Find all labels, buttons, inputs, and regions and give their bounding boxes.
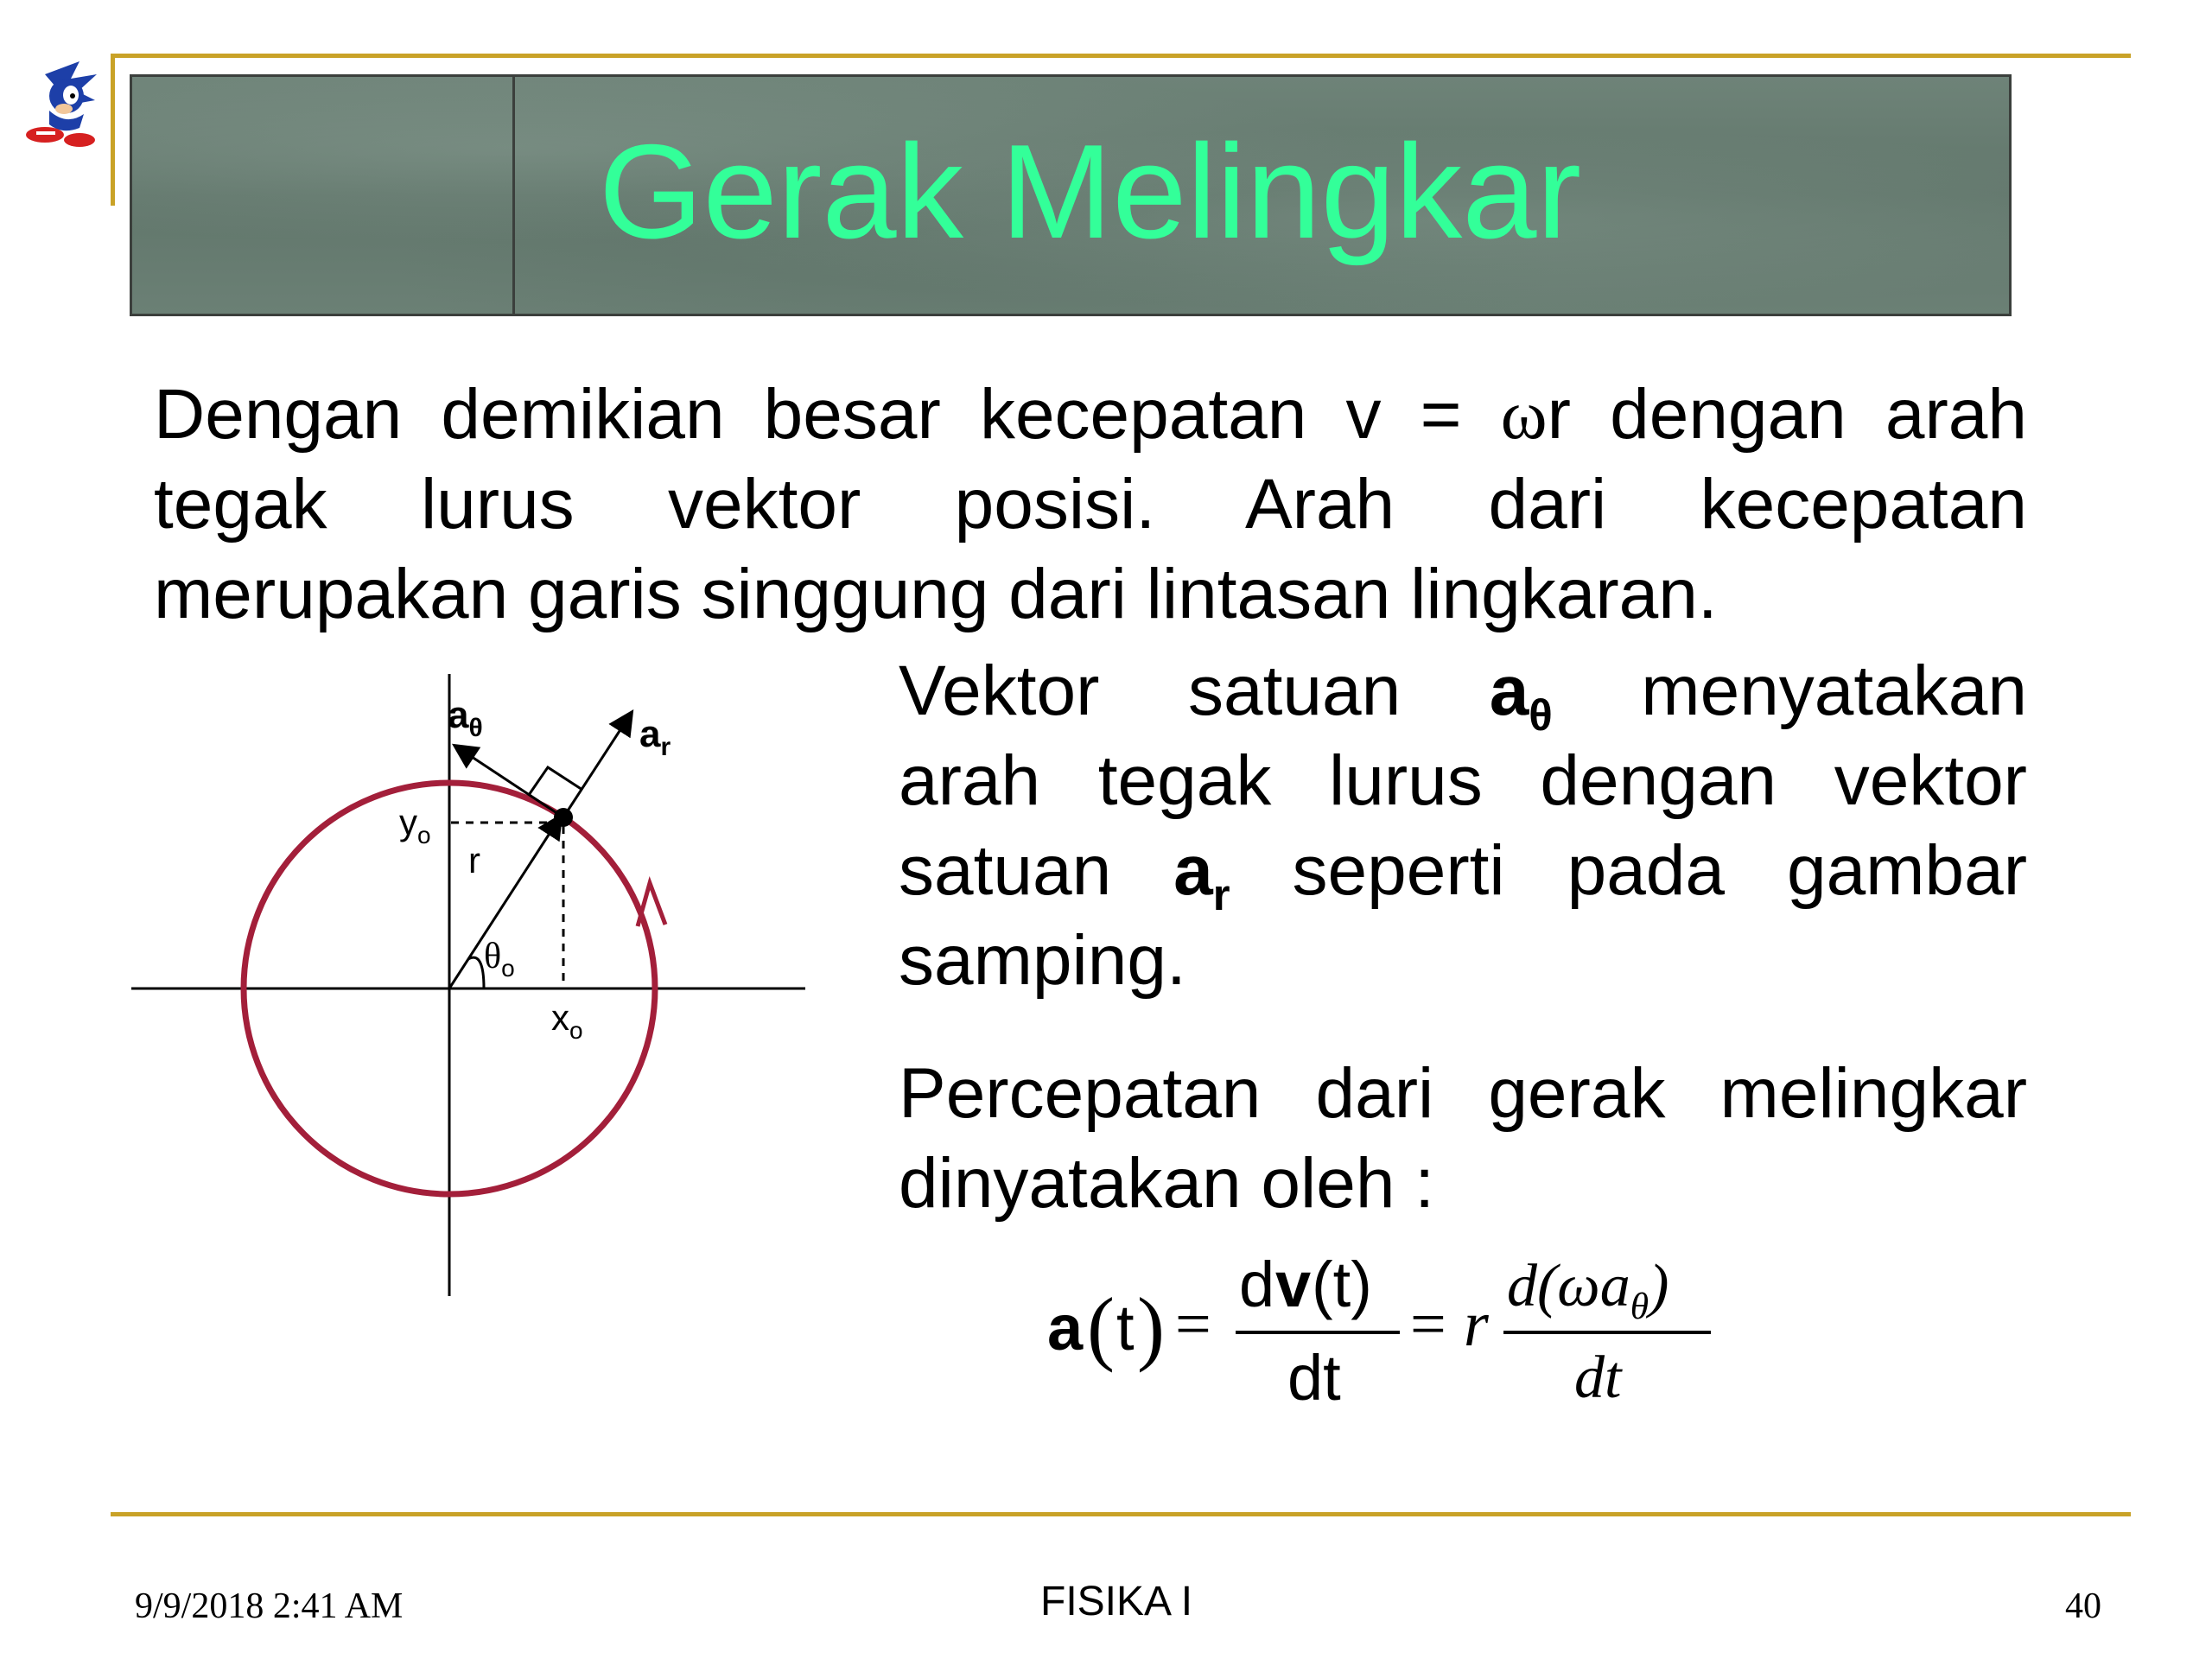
eq-num1-t: (t) [1312, 1249, 1372, 1320]
unit-vector-ar [563, 714, 631, 817]
label-a-r: $a_r$ [639, 713, 671, 761]
paragraph-acceleration [899, 1049, 2027, 1229]
footer-course: FISIKA I [1040, 1579, 1193, 1624]
paragraph-line: tegak lurus vektor posisi. Arah dari kecepatan [154, 465, 2027, 543]
right-angle-marker [529, 767, 582, 795]
paragraph-line: Dengan demikian besar kecepatan v = ωr dengan arah [154, 375, 2027, 454]
paragraph-line: arah tegak lurus dengan vektor [899, 741, 2027, 820]
banner-divider [512, 77, 515, 314]
eq-num1-v: v [1275, 1249, 1312, 1320]
label-y: $y_o$ [399, 802, 431, 849]
bottom-rule [111, 1512, 2131, 1516]
paragraph-line: Percepatan dari gerak melingkar [899, 1054, 2027, 1133]
label-a-theta: $a_\theta$ [448, 694, 483, 742]
footer-page-number: 40 [2065, 1586, 2101, 1626]
fraction-bar-2 [1503, 1331, 1711, 1334]
sonic-mascot-icon [19, 57, 105, 152]
paragraph-line: merupakan garis singgung dari lintasan lingkaran. [154, 555, 1718, 633]
left-rule [111, 54, 115, 206]
fraction-bar-1 [1236, 1331, 1400, 1334]
eq-lhs-paren-close: ) [1137, 1281, 1165, 1373]
eq-den1: dt [1287, 1342, 1341, 1414]
eq-equals-1: = [1175, 1289, 1211, 1360]
eq-lhs-a: a [1047, 1292, 1084, 1363]
paragraph-unit-vectors [899, 646, 2027, 1006]
theta-arc [468, 957, 484, 988]
eq-lhs-t: t [1116, 1292, 1135, 1363]
paragraph-line: samping. [899, 921, 1186, 1000]
title-banner [130, 74, 2012, 316]
eq-num1-d: d [1239, 1249, 1275, 1320]
top-rule [111, 54, 2131, 58]
eq-equals-2: = [1410, 1289, 1446, 1360]
eq-lhs-paren-open: ( [1087, 1281, 1115, 1373]
paragraph-line: satuan $a_r$ seperti pada gambar [899, 831, 2028, 919]
circular-motion-diagram [121, 657, 812, 1313]
label-x: $x_o$ [551, 997, 583, 1044]
footer-date: 9/9/2018 2:41 AM [135, 1586, 404, 1626]
paragraph-line: Vektor satuan $a_\theta$ menyatakan [899, 652, 2028, 740]
label-r: r [468, 840, 480, 880]
paragraph-line: dinyatakan oleh : [899, 1144, 1435, 1223]
eq-r: r [1464, 1289, 1489, 1360]
eq-num2: $d(\omega a_\theta)$ [1507, 1253, 1669, 1328]
slide-title: Gerak Melingkar [599, 117, 1582, 266]
paragraph-velocity [154, 370, 2027, 639]
label-theta: $\theta_o$ [484, 937, 515, 982]
acceleration-equation [1046, 1244, 1719, 1417]
eq-den2: dt [1574, 1344, 1622, 1411]
